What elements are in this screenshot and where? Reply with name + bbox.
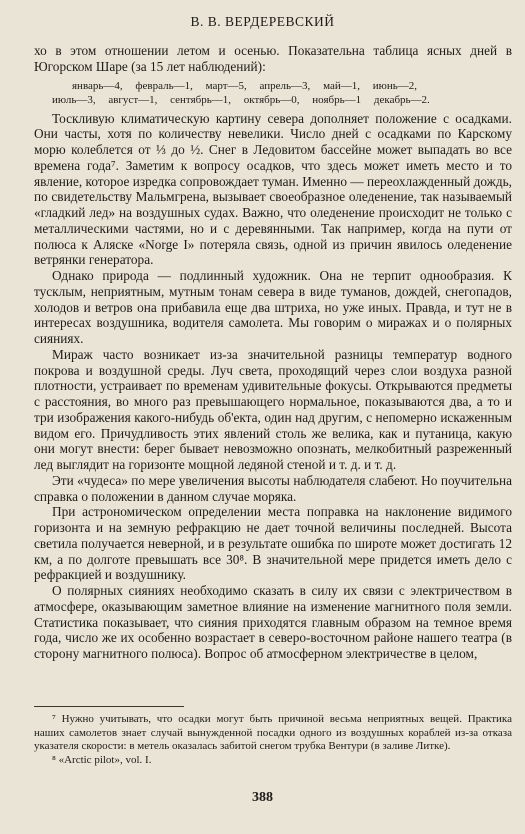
clear-days-row-2 bbox=[52, 93, 512, 107]
intro-line: хо в этом отношении летом и осенью. Показательна таблица ясных дней в Югорском Шаре (за 15 лет наблюдений): bbox=[34, 43, 512, 74]
table-cell: август—1, bbox=[108, 93, 158, 106]
table-cell: декабрь—2. bbox=[373, 93, 430, 106]
paragraph-mirage: Мираж часто возникает из-за значительной разницы температур водного покрова и воздушной среды. Луч света, проходящий через слои воздуха разной плотности, устраивает по временам удивительные фокусы. Открываются предметы с расстояния, во много раз превышающего нормальное, показываются два, а то и три изображения какого-нибудь об'екта, один над другим, с непомерно искаженным видом его. Причудливость этих явлений столь же велика, как и путаница, какую они могут внести: берег бывает невозможно опознать, мелкобитный разреженный лед выглядит на горизонте мощной ледяной стеной и т. д. и т. д. bbox=[34, 346, 512, 472]
paragraph-nature: Однако природа — подлинный художник. Она не терпит однообразия. К тусклым, неприятным, мутным тонам севера в виде туманов, дождей, снегопадов, холодов и ветров она прибавила еще два штриха, но уже иных. Правда, и тут не в интересах воздушника, водителя самолета. Мы говорим о миражах и о полярных сияниях. bbox=[34, 268, 512, 346]
table-cell: сентябрь—1, bbox=[170, 93, 231, 106]
paragraph-precipitation: Тоскливую климатическую картину севера дополняет положение с осадками. Они часты, хотя по количеству невелики. Число дней с осадками по Карскому морю колеблется от ⅓ до ½. Снег в Ледовитом бассейне может выпадать во все времена года⁷. Заметим к вопросу осадков, что здесь может иметь место и то явление, которое изредка сопровождает туман. Именно — переохлажденный дождь, по свидетельству Мальмгрена, вызывает своеобразное оледенение, так называемый «гладкий лед» на воздушных судах. Важно, что оледенение происходит не только с металлическими частями, но и с деревянными. Так например, когда на пути от полюса к Аляске «Norge I» потеряла связь, одной из причин явилось оледенение ветрянки генератора. bbox=[34, 110, 512, 268]
table-cell: февраль—1, bbox=[135, 79, 193, 92]
table-cell: апрель—3, bbox=[259, 79, 311, 92]
table-cell: январь—4, bbox=[72, 79, 123, 92]
page-number: 388 bbox=[252, 790, 273, 805]
paragraph-wonders: Эти «чудеса» по мере увеличения высоты наблюдателя слабеют. Но поучительна справка о положении в данном случае моряка. bbox=[34, 472, 512, 504]
paragraph-aurora: О полярных сияниях необходимо сказать в силу их связи с электричеством в атмосфере, оказывающим заметное влияние на изменение магнитного поля земли. Статистика показывает, что сияния приходятся главным образом на темное время года, число же их особенно возрастает в северо-восточном районе нашего театра (в сторону магнитного полюса). Вопрос об атмосферном электричестве в целом, bbox=[34, 583, 512, 661]
table-cell: май—1, bbox=[323, 79, 360, 92]
paragraph-astronomy: При астрономическом определении места поправка на наклонение видимого горизонта и на земную рефракцию не дает точной величины последней. Высота светила получается неверной, и в результате ошибка по широте может достигать 12 км, а по долготе превышать все 30⁸. В значительной мере придется иметь дело с рефракцией и воздушнику. bbox=[34, 504, 512, 583]
running-header: В. В. ВЕРДЕРЕВСКИЙ bbox=[190, 14, 335, 29]
table-cell: июнь—2, bbox=[372, 79, 417, 92]
clear-days-row-1 bbox=[52, 79, 512, 93]
footnote-divider bbox=[34, 706, 184, 707]
footnotes bbox=[34, 713, 512, 767]
clear-days-table bbox=[52, 79, 512, 107]
table-cell: июль—3, bbox=[52, 93, 96, 106]
table-cell: октябрь—0, bbox=[243, 93, 300, 106]
footnote-7: ⁷ Нужно учитывать, что осадки могут быть причиной весьма неприятных вещей. Практика наших самолетов знает случай вынужденной посадки одного из воздушных кораблей из-за отказа указателя скорости: в метель оказалась забитой снегом трубка Вентури (в заливе Литке). bbox=[34, 713, 512, 752]
main-text bbox=[34, 43, 512, 662]
footnote-8: ⁸ «Arctic pilot», vol. I. bbox=[52, 753, 152, 766]
table-cell: март—5, bbox=[205, 79, 247, 92]
table-cell: ноябрь—1 bbox=[312, 93, 362, 106]
